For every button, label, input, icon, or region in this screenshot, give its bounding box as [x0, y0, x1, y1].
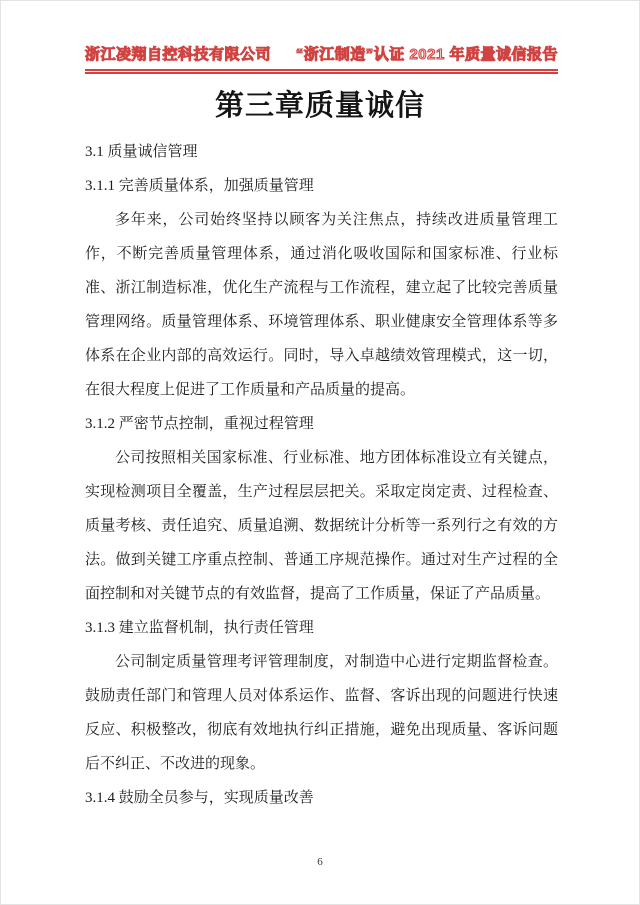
section-heading-3-1: 3.1 质量诚信管理: [85, 144, 198, 160]
header-report-title: “浙江制造”认证 2021 年质量诚信报告: [295, 46, 558, 63]
section-heading-3-1-4: 3.1.4 鼓励全员参与，实现质量改善: [85, 790, 314, 806]
section-heading-3-1-3: 3.1.3 建立监督机制，执行责任管理: [85, 620, 314, 636]
page-number: 6: [317, 856, 323, 868]
section-heading-3-1-1: 3.1.1 完善质量体系，加强质量管理: [85, 178, 314, 194]
paragraph-supervision-mechanism: 公司制定质量管理考评管理制度，对制造中心进行定期监督检查。鼓励责任部门和管理人员对体系运作、监督、客诉出现的问题进行快速反应、积极整改，彻底有效地执行纠正措施，避免出现质量、客诉问题后不纠正、不改进的现象。: [85, 654, 558, 772]
paragraph-quality-system: 多年来，公司始终坚持以顾客为关注焦点，持续改进质量管理工作，不断完善质量管理体系，通过消化吸收国际和国家标准、行业标准、浙江制造标准，优化生产流程与工作流程，建立起了比较完善质量管理网络。质量管理体系、环境管理体系、职业健康安全管理体系等多体系在企业内部的高效运行。同时，导入卓越绩效管理模式，这一切，在很大程度上促进了工作质量和产品质量的提高。: [85, 212, 558, 398]
chapter-title: 第三章质量诚信: [214, 90, 425, 122]
document-content: [85, 135, 558, 815]
header-company-name: 浙江凌翔自控科技有限公司: [85, 46, 272, 63]
section-heading-3-1-2: 3.1.2 严密节点控制，重视过程管理: [85, 416, 314, 432]
paragraph-process-control: 公司按照相关国家标准、行业标准、地方团体标准设立有关键点，实现检测项目全覆盖，生产过程层层把关。采取定岗定责、过程检查、质量考核、责任追究、质量追溯、数据统计分析等一系列行之有效的方法。做到关键工序重点控制、普通工序规范操作。通过对生产过程的全面控制和对关键节点的有效监督，提高了工作质量，保证了产品质量。: [85, 450, 558, 602]
page-header: [85, 43, 558, 74]
